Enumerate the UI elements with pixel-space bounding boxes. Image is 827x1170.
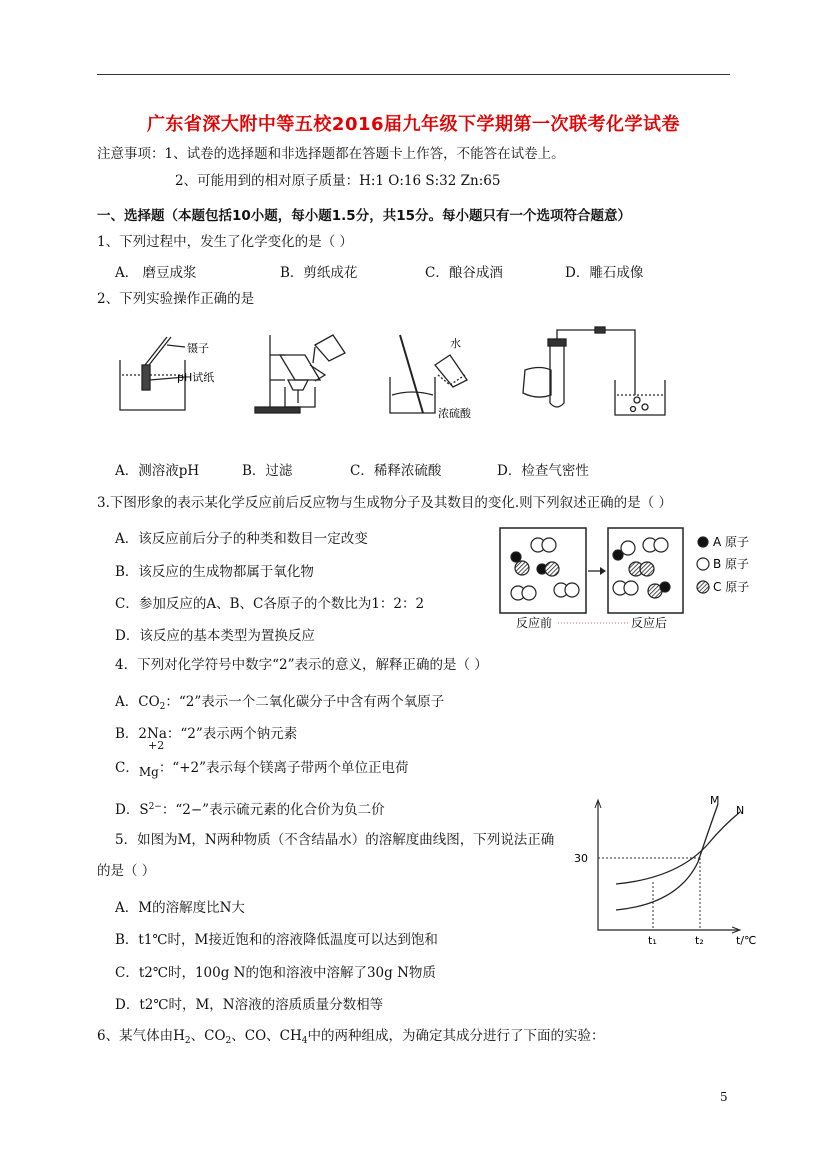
q4-option-d: D．$S^{2-}$：“2−”表示硫元素的化合价为负二价 (115, 802, 385, 818)
q2-option-a: A．测溶液pH (115, 463, 200, 479)
reaction-diagram (498, 525, 768, 633)
header-rule (97, 74, 730, 75)
q2-stem: 2、下列实验操作正确的是 (97, 291, 255, 307)
section-heading: 一、选择题（本题包括10小题，每小题1.5分，共15分。每小题只有一个选项符合题意） (97, 208, 631, 224)
q4-option-c-charge: +2 (148, 739, 165, 752)
q6-stem: 6、某气体由$H_2$、$CO_2$、CO、$CH_4$中的两种组成，为确定其成分进行了下面的实验： (97, 1028, 605, 1046)
q1-stem: 1、下列过程中，发生了化学变化的是（ ） (97, 234, 353, 250)
label-water: 水 (450, 337, 461, 350)
q3-stem: 3.下图形象的表示某化学反应前后反应物与生成物分子及其数目的变化.则下列叙述正确的是（ ） (97, 495, 672, 511)
q2-apparatus-figure (105, 325, 685, 435)
q5-option-a: A．M的溶解度比N大 (115, 900, 245, 916)
ph-test-beaker (120, 337, 185, 410)
label-30: 30 (574, 852, 588, 865)
label-n: N (736, 804, 745, 817)
solubility-graph (568, 792, 768, 952)
air-tightness-setup (523, 327, 665, 415)
q2-option-d: D．检查气密性 (497, 463, 589, 479)
q1-option-a: A． 磨豆成浆 (115, 265, 197, 281)
notes-line-2: 2、可能用到的相对原子质量：H:1 O:16 S:32 Zn:65 (175, 173, 501, 189)
label-x-axis: t/℃ (736, 934, 757, 947)
q5-option-c: C．t2℃时，100g N的饱和溶液中溶解了30g N物质 (115, 965, 436, 981)
label-ph-paper: pH试纸 (177, 371, 215, 384)
q1-option-d: D．雕石成像 (565, 265, 644, 281)
q4-option-b: B．2Na：“2”表示两个钠元素 (115, 726, 298, 742)
label-tweezers: 镊子 (187, 342, 209, 355)
label-before: 反应前 (516, 616, 553, 630)
label-m: M (710, 794, 720, 807)
q5-option-b: B．t1℃时，M接近饱和的溶液降低温度可以达到饱和 (115, 932, 438, 948)
curve-m (616, 804, 718, 910)
q3-option-b: B．该反应的生成物都属于氧化物 (115, 564, 314, 580)
legend-a: A 原子 (713, 535, 750, 549)
q5-stem-1: 5．如图为M，N两种物质（不含结晶水）的溶解度曲线图，下列说法正确 (115, 832, 555, 848)
q2-option-c: C．稀释浓硫酸 (350, 463, 442, 479)
q2-option-b: B．过滤 (242, 463, 293, 479)
exam-title: 广东省深大附中等五校2016届九年级下学期第一次联考化学试卷 (146, 114, 681, 135)
q3-option-c: C．参加反应的A、B、C各原子的个数比为1：2：2 (115, 596, 425, 612)
filtration-setup (255, 335, 345, 413)
legend-c: C 原子 (713, 580, 750, 594)
q4-stem: 4．下列对化学符号中数字“2”表示的意义，解释正确的是（ ） (115, 657, 488, 673)
label-conc-acid: 浓硫酸 (438, 407, 471, 420)
q1-option-c: C．酿谷成酒 (425, 265, 503, 281)
page-number: 5 (720, 1090, 728, 1104)
q1-option-b: B．剪纸成花 (280, 265, 358, 281)
legend-b: B 原子 (713, 557, 750, 571)
label-after: 反应后 (631, 616, 668, 630)
q3-option-d: D．该反应的基本类型为置换反应 (115, 628, 315, 644)
notes-line-1: 注意事项：1、试卷的选择题和非选择题都在答题卡上作答，不能答在试卷上。 (97, 146, 565, 162)
q4-option-c: C．Mg：“+2”表示每个镁离子带两个单位正电荷 (115, 760, 409, 779)
q3-option-a: A．该反应前后分子的种类和数目一定改变 (115, 531, 368, 547)
label-t1: t₁ (648, 934, 657, 947)
q5-stem-2: 的是（ ） (97, 863, 156, 879)
label-t2: t₂ (695, 934, 704, 947)
curve-n (616, 812, 740, 884)
q5-option-d: D．t2℃时，M，N溶液的溶质质量分数相等 (115, 997, 384, 1013)
q4-option-a: A．$CO_2$：“2”表示一个二氧化碳分子中含有两个氧原子 (115, 694, 445, 712)
